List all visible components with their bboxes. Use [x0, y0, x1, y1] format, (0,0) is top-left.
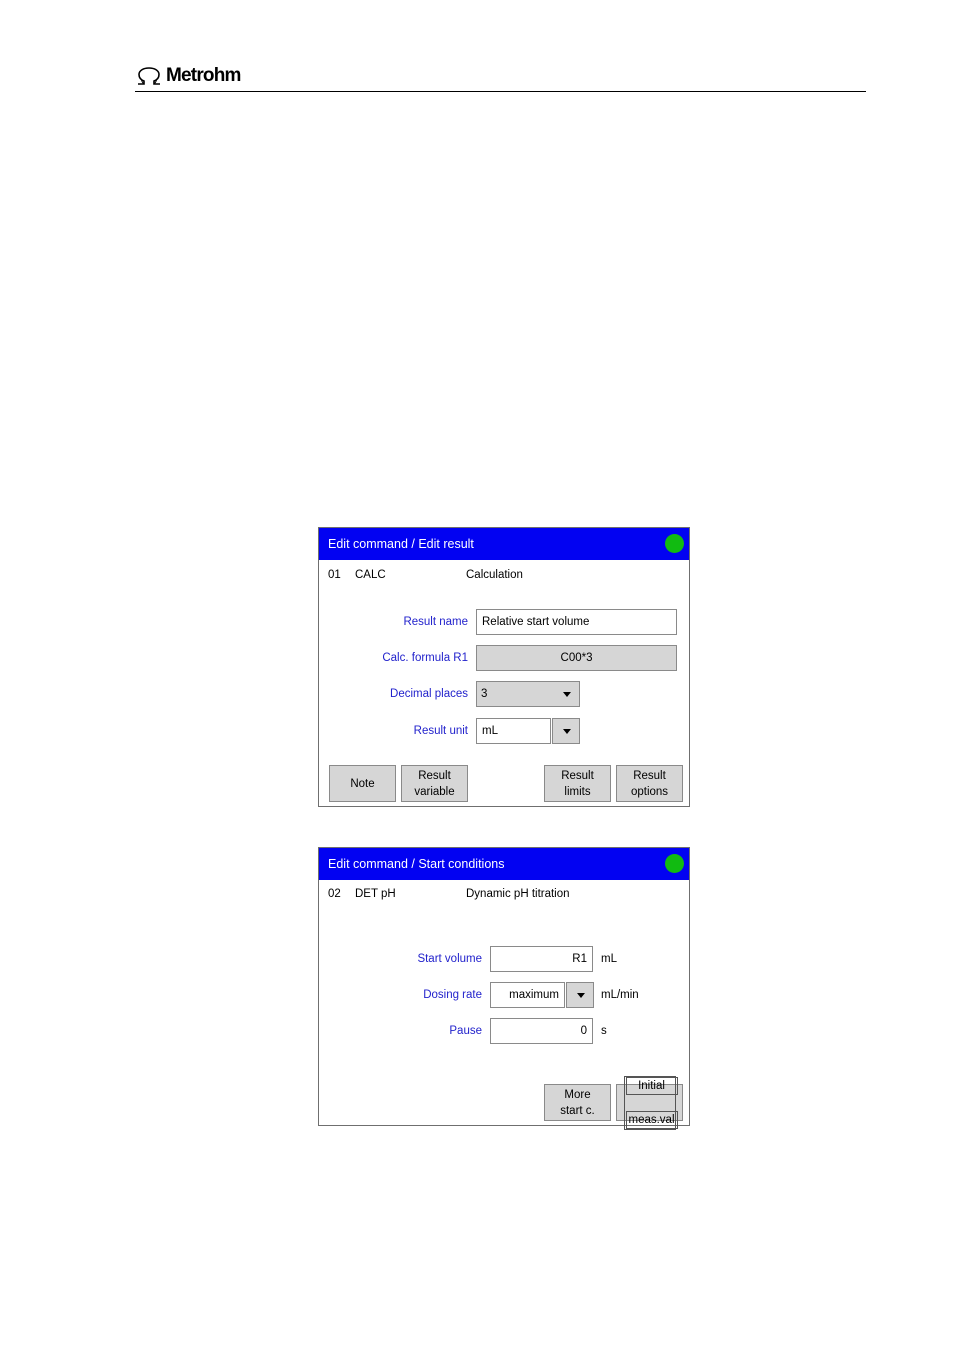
- calc-formula-button[interactable]: C00*3: [476, 645, 677, 671]
- decimal-places-value: 3: [481, 688, 488, 700]
- result-options-label: [631, 768, 668, 800]
- label-line-1: More: [564, 1088, 591, 1101]
- result-unit-dropdown-button[interactable]: [552, 718, 580, 744]
- title-bar: [319, 848, 689, 880]
- page-header: [135, 62, 866, 93]
- metrohm-logo: [135, 64, 241, 88]
- logo-text: Metrohm: [166, 65, 241, 86]
- metrohm-omega-logo-icon: [135, 66, 163, 86]
- dosing-rate-input[interactable]: maximum: [490, 982, 565, 1008]
- dropdown-arrow-icon: [563, 692, 571, 697]
- label-line-2: variable: [414, 785, 455, 798]
- initial-meas-value-button[interactable]: [616, 1079, 683, 1126]
- label-line-1: Initial: [626, 1077, 678, 1095]
- label-line-1: Result: [633, 769, 666, 782]
- pause-unit: s: [601, 1025, 607, 1037]
- decimal-places-select[interactable]: [476, 681, 580, 707]
- result-limits-button[interactable]: [544, 765, 611, 802]
- command-description: Calculation: [466, 569, 523, 581]
- screen-title: Edit command / Edit result: [328, 537, 474, 551]
- command-description: Dynamic pH titration: [466, 888, 570, 900]
- dosing-rate-unit: mL/min: [601, 989, 639, 1001]
- label-line-2: meas.val: [626, 1111, 678, 1129]
- result-variable-button[interactable]: [401, 765, 468, 802]
- result-limits-label: [561, 768, 594, 800]
- dosing-rate-dropdown-button[interactable]: [566, 982, 594, 1008]
- title-bar: [319, 528, 689, 560]
- edit-result-screen: [318, 527, 690, 807]
- command-number: 02: [328, 888, 341, 900]
- result-variable-label: [414, 768, 454, 800]
- label-line-1: Result: [561, 769, 594, 782]
- label-line-2: start c.: [560, 1104, 595, 1117]
- label-line-2: limits: [564, 785, 591, 798]
- status-led-icon: [665, 534, 684, 553]
- pause-label: Pause: [449, 1025, 482, 1037]
- decimal-places-label: Decimal places: [390, 688, 468, 700]
- screen-title: Edit command / Start conditions: [328, 857, 505, 871]
- calc-formula-label: Calc. formula R1: [382, 652, 468, 664]
- result-name-label: Result name: [403, 616, 468, 628]
- result-unit-label: Result unit: [413, 725, 468, 737]
- result-options-button[interactable]: [616, 765, 683, 802]
- note-button-label: Note: [350, 777, 375, 790]
- command-name: CALC: [355, 569, 386, 581]
- dropdown-arrow-icon: [577, 993, 585, 998]
- start-volume-label: Start volume: [417, 953, 482, 965]
- initial-meas-label: [624, 1076, 676, 1130]
- label-line-1: Result: [418, 769, 451, 782]
- command-number: 01: [328, 569, 341, 581]
- dropdown-arrow-icon: [563, 729, 571, 734]
- label-line-2: options: [630, 785, 669, 798]
- command-name: DET pH: [355, 888, 396, 900]
- start-volume-input[interactable]: R1: [490, 946, 593, 972]
- start-conditions-screen: [318, 847, 690, 1126]
- dosing-rate-label: Dosing rate: [423, 989, 482, 1001]
- status-led-icon: [665, 854, 684, 873]
- pause-input[interactable]: 0: [490, 1018, 593, 1044]
- start-volume-unit: mL: [601, 953, 617, 965]
- result-name-input[interactable]: Relative start volume: [476, 609, 677, 635]
- note-button[interactable]: [329, 765, 396, 802]
- header-divider: [135, 91, 866, 92]
- more-start-conditions-button[interactable]: [544, 1084, 611, 1121]
- more-start-label: [560, 1087, 595, 1119]
- result-unit-input[interactable]: mL: [476, 718, 551, 744]
